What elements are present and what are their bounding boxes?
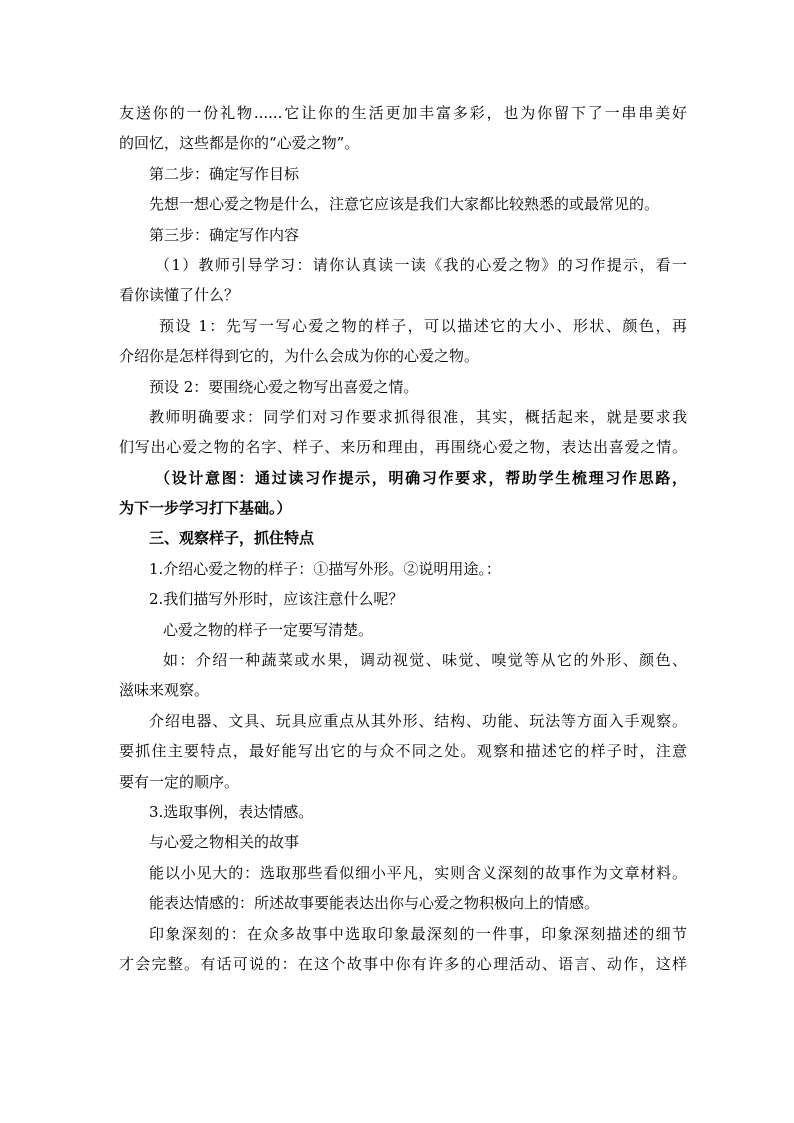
text-line: 预设 2：要围绕心爱之物写出喜爱之情。 — [149, 377, 419, 396]
section-heading: 三、观察样子，抓住特点 — [149, 529, 315, 548]
text-line: 介绍你是怎样得到它的，为什么会成为你的心爱之物。 — [119, 347, 480, 366]
text-line: 能以小见大的：选取那些看似细小平凡，实则含义深刻的故事作为文章材料。 — [149, 863, 687, 882]
text-line: 们写出心爱之物的名字、样子、来历和理由，再围绕心爱之物，表达出喜爱之情。 — [119, 438, 687, 457]
text-line: 先想一想心爱之物是什么，注意它应该是我们大家都比较熟悉的或最常见的。 — [149, 195, 660, 214]
text-line: 如：介绍一种蔬菜或水果，调动视觉、味觉、嗅觉等从它的外形、颜色、 — [163, 651, 687, 670]
text-line: 才会完整。有话可说的：在这个故事中你有许多的心理活动、语言、动作，这样 — [119, 954, 687, 973]
text-line: 要有一定的顺序。 — [119, 772, 240, 791]
design-intent-note: 为下一步学习打下基础。） — [119, 499, 292, 518]
text-line: 能表达情感的：所述故事要能表达出你与心爱之物积极向上的情感。 — [149, 894, 600, 913]
design-intent-note: （设计意图：通过读习作提示，明确习作要求，帮助学生梳理习作思路， — [155, 468, 687, 487]
text-line: 与心爱之物相关的故事 — [149, 833, 300, 852]
text-line: 心爱之物的样子一定要写清楚。 — [163, 620, 374, 639]
text-line: 3.选取事例，表达情感。 — [149, 802, 314, 821]
section-heading: 第三步：确定写作内容 — [149, 225, 300, 244]
text-line: 要抓住主要特点，最好能写出它的与众不同之处。观察和描述它的样子时，注意 — [119, 742, 687, 761]
text-line: 1.介绍心爱之物的样子：①描写外形。②说明用途。： — [149, 559, 501, 578]
text-line: 2.我们描写外形时，应该注意什么呢？ — [149, 590, 404, 609]
text-line: 教师明确要求：同学们对习作要求抓得很准，其实，概括起来，就是要求我 — [149, 407, 687, 426]
text-line: （1）教师引导学习：请你认真读一读《我的心爱之物》的习作提示，看一 — [155, 255, 687, 274]
text-line: 介绍电器、文具、玩具应重点从其外形、结构、功能、玩法等方面入手观察。 — [149, 711, 687, 730]
section-heading: 第二步：确定写作目标 — [149, 164, 300, 183]
text-line: 预设 1：先写一写心爱之物的样子，可以描述它的大小、形状、颜色，再 — [159, 316, 687, 335]
text-line: 看你读懂了什么？ — [119, 286, 240, 305]
text-line: 印象深刻的：在众多故事中选取印象最深刻的一件事，印象深刻描述的细节 — [149, 924, 687, 943]
text-line: 滋味来观察。 — [119, 681, 210, 700]
text-line: 的回忆，这些都是你的“心爱之物”。 — [119, 134, 360, 153]
document-body — [119, 98, 687, 979]
text-line: 友送你的一份礼物......它让你的生活更加丰富多彩，也为你留下了一串串美好 — [119, 104, 687, 122]
